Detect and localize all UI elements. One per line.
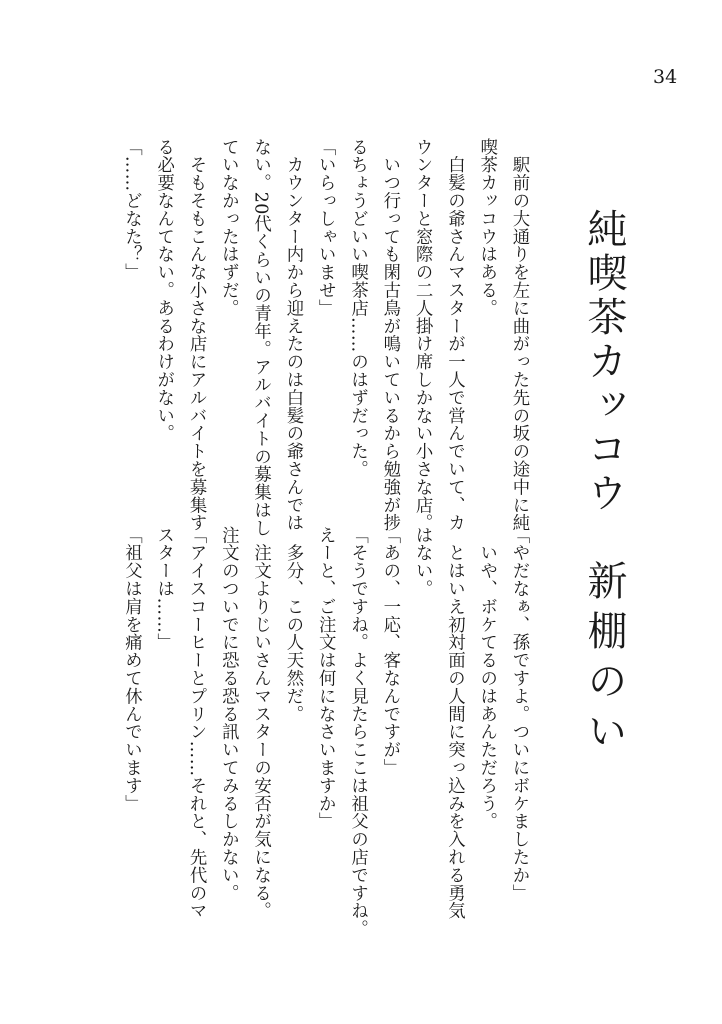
text-line: 「そうですね。よく見たらここは祖父の店ですね。 [347, 526, 368, 938]
text-line: 喫茶カッコウはある。 [476, 138, 497, 317]
text-line: 「祖父は肩を痛めて休んでいます」 [121, 526, 142, 813]
text-line: 「……どなた？」 [121, 138, 142, 282]
text-line: る必要なんてない。あるわけがない。 [153, 138, 174, 443]
text-line: 注文のついでに恐る恐る訊いてみるしかない。 [218, 526, 239, 902]
text-line: いや、ボケてるのはあんただろう。 [476, 526, 497, 831]
text-line: 「アイスコーヒーとプリン……それと、先代のマ [186, 526, 207, 920]
body-text-upper [121, 138, 535, 538]
text-line: いつ行っても閑古鳥が鳴いているから勉強が捗 [379, 138, 400, 532]
text-line: 注文よりじいさんマスターの安否が気になる。 [250, 526, 271, 920]
text-line: そもそもこんな小さな店にアルバイトを募集す [186, 138, 207, 532]
text-line: 白髪の爺さんマスターが一人で営んでいて、カ [444, 138, 465, 532]
text-line: 「やだなぁ、孫ですよ。ついにボケましたか」 [509, 526, 529, 902]
text-line: 駅前の大通りを左に曲がった先の坂の途中に純 [509, 138, 529, 532]
text-line: ていなかったはずだ。 [218, 138, 239, 317]
text-line: はない。 [412, 526, 433, 598]
text-line: るちょうどいい喫茶店……のはずだった。 [347, 138, 368, 479]
text-line: 「いらっしゃいませ」 [315, 138, 336, 317]
text-line: えーと、ご注文は何になさいますか」 [315, 526, 336, 831]
page-number: 34 [653, 66, 678, 88]
text-line: スターは……」 [153, 526, 174, 652]
text-line: 多分、この人天然だ。 [282, 526, 303, 723]
text-line: カウンター内から迎えたのは白髪の爺さんでは [282, 138, 303, 532]
text-line: 「あの、一応、客なんですが」 [379, 526, 400, 777]
text-line: ウンターと窓際の二人掛け席しかない小さな店。 [412, 138, 433, 532]
text-line: ない。20代くらいの青年。アルバイトの募集はし [250, 138, 271, 538]
body-text-lower [121, 526, 535, 938]
story-author: 新棚のい [581, 560, 627, 760]
story-title: 純喫茶カッコウ [581, 208, 627, 516]
text-line: とはいえ初対面の人間に突っ込みを入れる勇気 [444, 526, 465, 920]
